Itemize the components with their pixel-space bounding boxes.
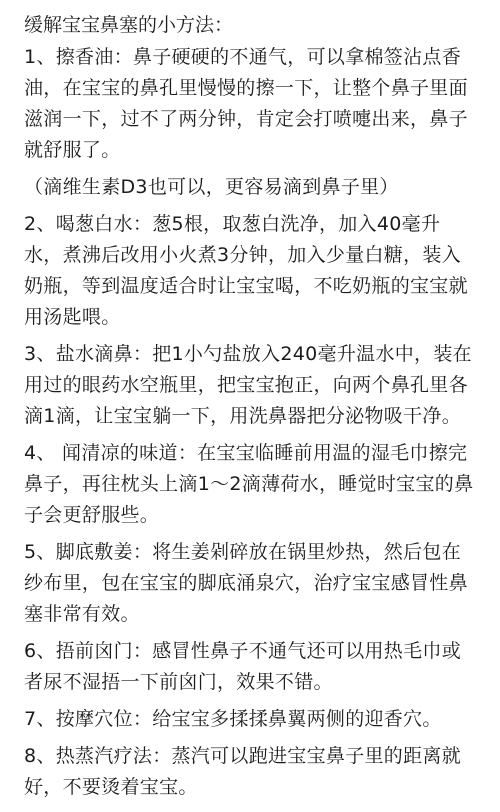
text-line: 奶瓶，等到温度适合时让宝宝喝，不吃奶瓶的宝宝就 — [24, 275, 468, 297]
text-line: 滋润一下，过不了两分钟，肯定会打喷嚏出来，鼻子 — [24, 108, 468, 130]
text-line: 7、按摩穴位：给宝宝多揉揉鼻翼两侧的迎香穴。 — [24, 708, 442, 730]
text-line: （滴维生素D3也可以，更容易滴到鼻子里） — [24, 176, 399, 198]
text-line: 油，在宝宝的鼻孔里慢慢的擦一下，让整个鼻子里面 — [24, 77, 468, 99]
tip-item-1 — [24, 42, 480, 166]
text-line: 鼻子，再往枕头上滴1～2滴薄荷水，睡觉时宝宝的鼻 — [24, 473, 474, 495]
tip-item-5 — [24, 537, 480, 630]
text-line: 4、 闻清凉的味道：在宝宝临睡前用温的湿毛巾擦完 — [24, 442, 468, 464]
text-line: 塞非常有效。 — [24, 603, 140, 625]
text-line: 3、盐水滴鼻：把1小勺盐放入240毫升温水中，装在 — [24, 343, 472, 365]
text-line: 滴1滴，让宝宝躺一下，用洗鼻器把分泌物吸干净。 — [24, 405, 461, 427]
text-line: 水，煮沸后改用小火煮3分钟，加入少量白糖，装入 — [24, 244, 461, 266]
tip-item-6 — [24, 636, 480, 698]
text-line: 纱布里，包在宝宝的脚底涌泉穴，治疗宝宝感冒性鼻 — [24, 572, 468, 594]
text-line: 者尿不湿捂一下前囟门，效果不错。 — [24, 671, 333, 693]
tip-item-2 — [24, 209, 480, 333]
tip-item-8 — [24, 741, 480, 803]
text-line: 用过的眼药水空瓶里，把宝宝抱正，向两个鼻孔里各 — [24, 374, 468, 396]
tip-note — [24, 172, 480, 203]
text-line: 5、脚底敷姜：将生姜剁碎放在锅里炒热，然后包在 — [24, 541, 461, 563]
text-line: 1、擦香油：鼻子硬硬的不通气，可以拿棉签沾点香 — [24, 46, 461, 68]
text-line: 用汤匙喂。 — [24, 306, 121, 328]
tip-item-4 — [24, 438, 480, 531]
text-line: 8、热蒸汽疗法：蒸汽可以跑进宝宝鼻子里的距离就 — [24, 745, 461, 767]
text-line: 6、捂前囟门：感冒性鼻子不通气还可以用热毛巾或 — [24, 640, 461, 662]
document-title: 缓解宝宝鼻塞的小方法： — [24, 14, 234, 36]
text-line: 2、喝葱白水：葱5根，取葱白洗净，加入40毫升 — [24, 213, 441, 235]
tip-item-7 — [24, 704, 480, 735]
text-line: 就舒服了。 — [24, 139, 121, 161]
tip-item-3 — [24, 339, 480, 432]
text-line: 好，不要烫着宝宝。 — [24, 776, 198, 798]
text-line: 子会更舒服些。 — [24, 504, 160, 526]
